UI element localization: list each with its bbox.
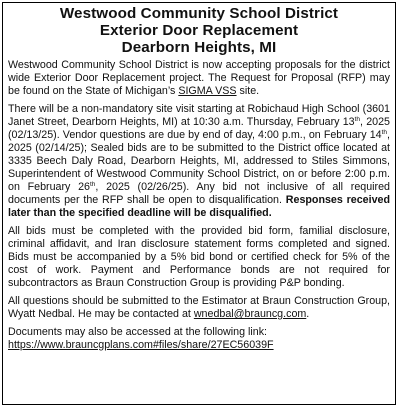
site-visit-text-c: , 2025 (02/14/25); Sealed bids are to be submitted to the District office located at 3335 Beech Daly Road, Dearborn Heights, MI, addressed to Stiles Simmons, Superintendent of Westwood Community School District, on or before 2:00 p.m. on February 26 [8,129,390,193]
questions-text: All questions should be submitted to the Estimator at Braun Construction Group, Wyatt Nedbal. He may be contacted at [8,295,390,320]
heading-district: Westwood Community School District [59,5,339,22]
questions-tail: . [306,308,310,320]
site-visit-text-b: , 2025 (02/13/25). Vendor questions are due by end of day, 4:00 p.m., on February 14 [8,116,390,141]
ordinal-suffix-3: th [89,181,96,188]
sigma-vss-link[interactable]: SIGMA VSS [178,85,237,97]
site-visit-text-d: , 2025 (02/26/25). Any bid not inclusive of all required documents per the RFP shall be open to disqualification. [8,181,390,206]
documents-paragraph [8,326,390,352]
ordinal-suffix-2: th [381,129,388,136]
bid-requirements-paragraph: All bids must be completed with the provided bid form, familial disclosure, criminal affidavit, and Iran disclosure statement forms completed and signed. Bids must be accompanied by a 5% bid bond or certified check for 5% of the cost of work. Payment and Performance bonds are not required for subcontractors as Braun Construction Group is providing P&P bonding. [8,225,390,289]
ordinal-suffix-1: th [354,116,361,123]
heading-location: Dearborn Heights, MI [121,39,277,56]
intro-paragraph [8,59,390,98]
documents-url-link[interactable]: https://www.brauncgplans.com#files/share/27EC56039F [8,339,274,351]
intro-text: Westwood Community School District is now accepting proposals for the district wide Exterior Door Replacement project. The Request for Proposal (RFP) may be found on the State of Michigan’s [8,59,390,97]
site-visit-text-a: There will be a non-mandatory site visit starting at Robichaud High School (3601 Janet Street, Dearborn Heights, MI) at 10:30 a.m. Thursday, February 13 [8,103,390,128]
estimator-email-link[interactable]: wnedbal@brauncg.com [193,308,307,320]
notice-heading [8,5,390,56]
intro-tail: site. [236,85,260,97]
heading-project: Exterior Door Replacement [99,22,299,39]
documents-text: Documents may also be accessed at the following link: [8,326,268,338]
legal-notice [2,2,396,405]
late-response-warning: Responses received later than the specified deadline will be disqualified. [8,194,390,219]
questions-paragraph [8,295,390,321]
site-visit-paragraph [8,103,390,220]
